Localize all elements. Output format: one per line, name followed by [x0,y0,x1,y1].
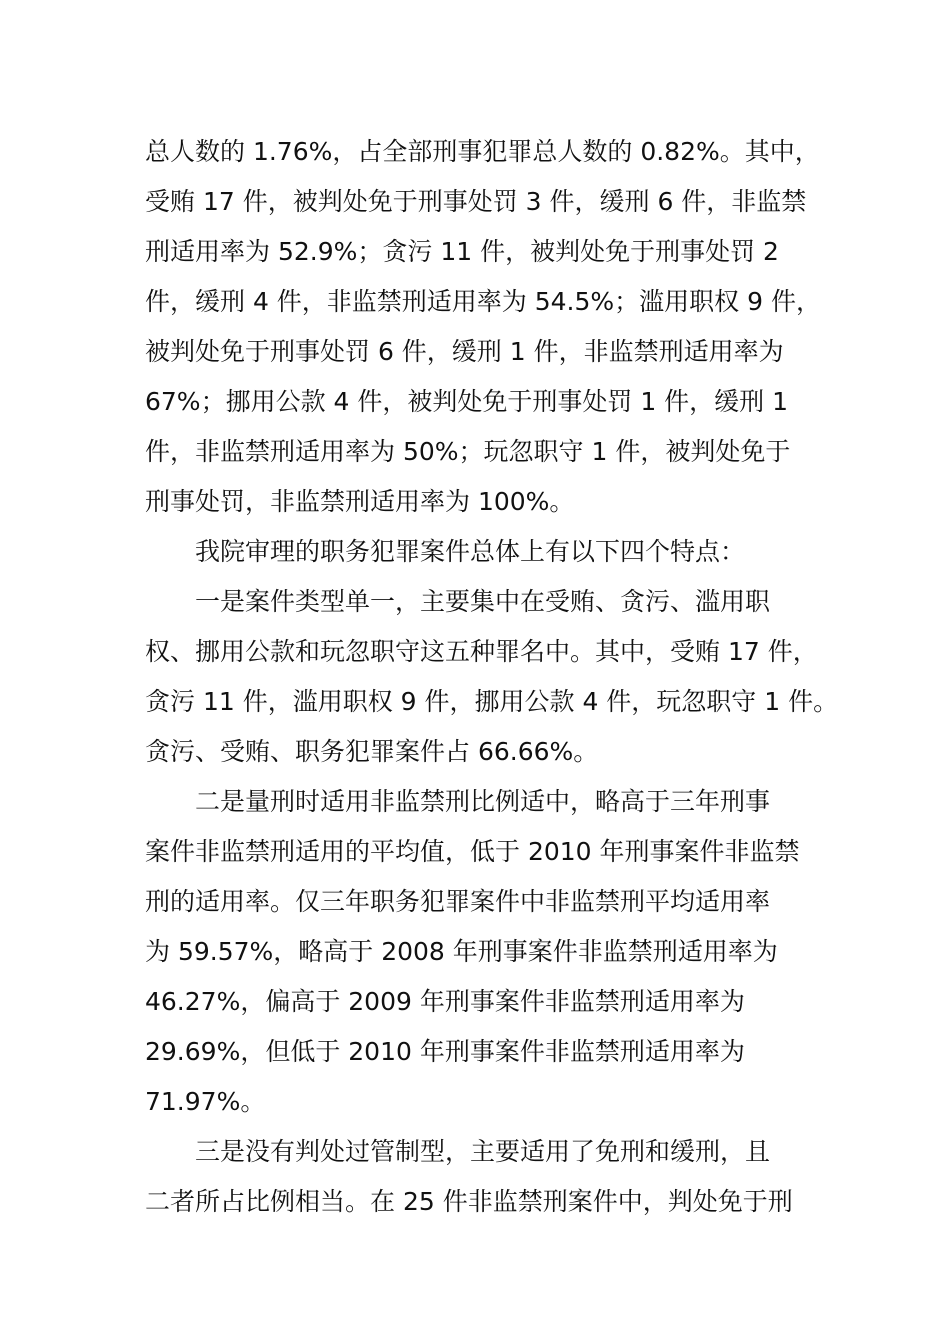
text-line: 贪污、受贿、职务犯罪案件占 66.66%。 [145,737,599,766]
text-line: 刑事处罚，非监禁刑适用率为 100%。 [145,487,575,516]
text-line: 件，非监禁刑适用率为 50%；玩忽职守 1 件，被判处免于 [145,437,791,466]
text-line: 46.27%，偏高于 2009 年刑事案件非监禁刑适用率为 [145,987,745,1016]
text-line: 总人数的 1.76%，占全部刑事犯罪总人数的 0.82%。其中， [145,137,820,166]
text-line: 67%；挪用公款 4 件，被判处免于刑事处罚 1 件，缓刑 1 [145,387,789,416]
body-text [145,127,845,1227]
text-line: 71.97%。 [145,1087,266,1116]
text-line: 权、挪用公款和玩忽职守这五种罪名中。其中，受贿 17 件， [145,637,818,666]
paragraph-point-three: 三是没有判处过管制型，主要适用了免刑和缓刑，且 [195,1137,771,1166]
text-line: 刑适用率为 52.9%；贪污 11 件，被判处免于刑事处罚 2 [145,237,779,266]
paragraph-intro: 我院审理的职务犯罪案件总体上有以下四个特点： [195,537,746,566]
paragraph-point-one: 一是案件类型单一，主要集中在受贿、贪污、滥用职 [195,587,771,616]
text-line: 刑的适用率。仅三年职务犯罪案件中非监禁刑平均适用率 [145,887,771,916]
text-line: 案件非监禁刑适用的平均值，低于 2010 年刑事案件非监禁 [145,837,800,866]
text-line: 贪污 11 件，滥用职权 9 件，挪用公款 4 件，玩忽职守 1 件。 [145,687,839,716]
text-line: 被判处免于刑事处罚 6 件，缓刑 1 件，非监禁刑适用率为 [145,337,784,366]
text-line: 为 59.57%，略高于 2008 年刑事案件非监禁刑适用率为 [145,937,778,966]
text-line: 29.69%，但低于 2010 年刑事案件非监禁刑适用率为 [145,1037,745,1066]
paragraph-point-two: 二是量刑时适用非监禁刑比例适中，略高于三年刑事 [195,787,771,816]
text-line: 受贿 17 件，被判处免于刑事处罚 3 件，缓刑 6 件，非监禁 [145,187,807,216]
text-line: 二者所占比例相当。在 25 件非监禁刑案件中，判处免于刑 [145,1187,793,1216]
text-line: 件，缓刑 4 件，非监禁刑适用率为 54.5%；滥用职权 9 件， [145,287,821,316]
